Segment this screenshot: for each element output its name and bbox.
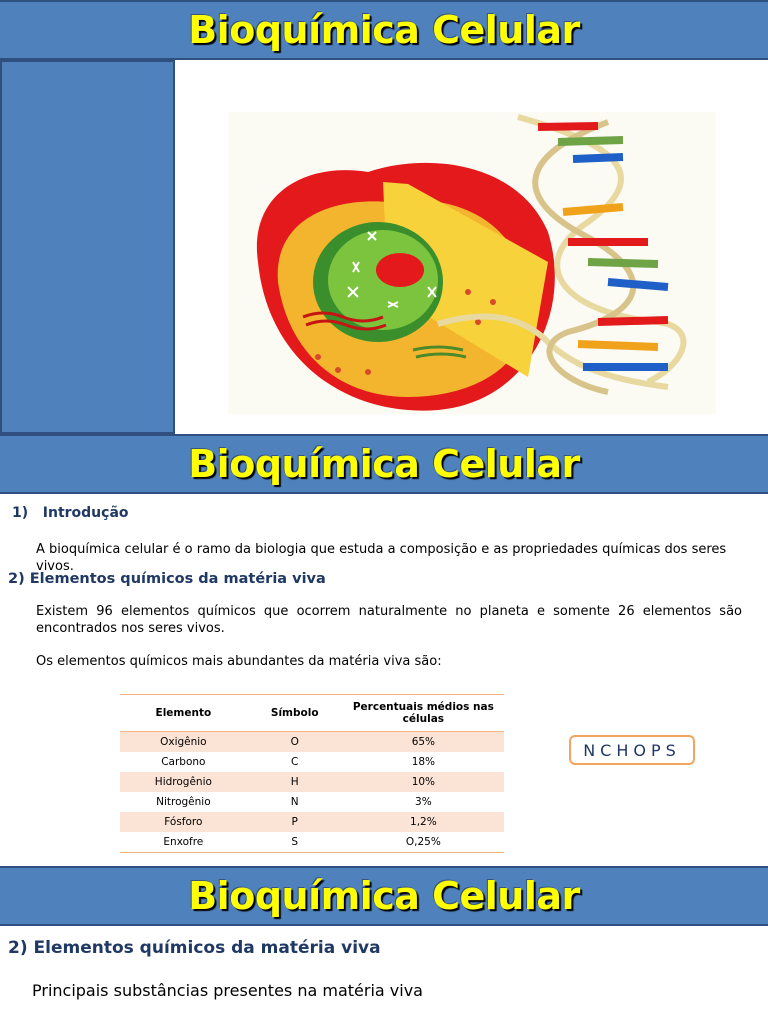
table-header: Elemento [120,695,247,732]
table-header: Símbolo [247,695,343,732]
slide3-title-banner [0,866,768,926]
slide2-title: Bioquímica Celular [188,442,580,486]
table-cell: Carbono [161,756,206,768]
introducao-text: A bioquímica celular é o ramo da biologia que estuda a composição e as propriedades químicas dos seres vivos. [36,542,727,574]
cell-dna-illustration [228,112,716,414]
table-row [120,812,504,832]
slide1-title-banner [0,0,768,60]
table-row [120,732,504,753]
nchops-mnemonic-box [569,735,695,765]
table-cell: 3% [415,796,432,808]
cell-dna-svg [228,112,716,414]
table-cell: Fósforo [120,812,247,832]
slide3-subtext: Principais substâncias presentes na matéria viva [32,981,423,1000]
nchops-mnemonic-text: NCHOPS [583,740,681,760]
section-heading-elementos: 2) Elementos químicos da matéria viva [8,571,326,587]
table-cell: O [247,732,343,753]
table-cell: N [290,796,299,808]
table-cell: Enxofre [163,836,204,848]
table-cell: S [291,836,299,848]
table-header: Percentuais médios nas células [343,695,504,732]
table-cell: C [291,756,299,768]
slide1-title: Bioquímica Celular [188,8,580,52]
table-header-row [120,695,504,732]
table-cell: H [247,772,343,792]
table-cell: 10% [343,772,504,792]
slide2-title-banner [0,434,768,494]
elementos-text: Existem 96 elementos químicos que ocorrem naturalmente no planeta e somente 26 elementos são encontrados nos seres vivos. [36,604,742,636]
table-cell: 65% [343,732,504,753]
table-row [120,772,504,792]
slide3-section-heading: 2) Elementos químicos da matéria viva [8,938,381,958]
table-row [120,752,504,772]
table-row [120,832,504,853]
table-cell: Nitrogênio [156,796,211,808]
elementos-abundantes-text: Os elementos químicos mais abundantes da matéria viva são: [36,654,442,669]
table-cell: Hidrogênio [120,772,247,792]
table-cell: O,25% [405,836,441,848]
table-cell: 1,2% [343,812,504,832]
table-cell: 18% [411,756,436,768]
section-heading-introducao: 1) Introdução [12,505,129,521]
table-cell: P [247,812,343,832]
elements-table [120,694,504,853]
table-row [120,792,504,812]
slide1-sidebar-panel [0,60,175,434]
table-cell: Oxigênio [120,732,247,753]
slide3-title: Bioquímica Celular [188,874,580,918]
